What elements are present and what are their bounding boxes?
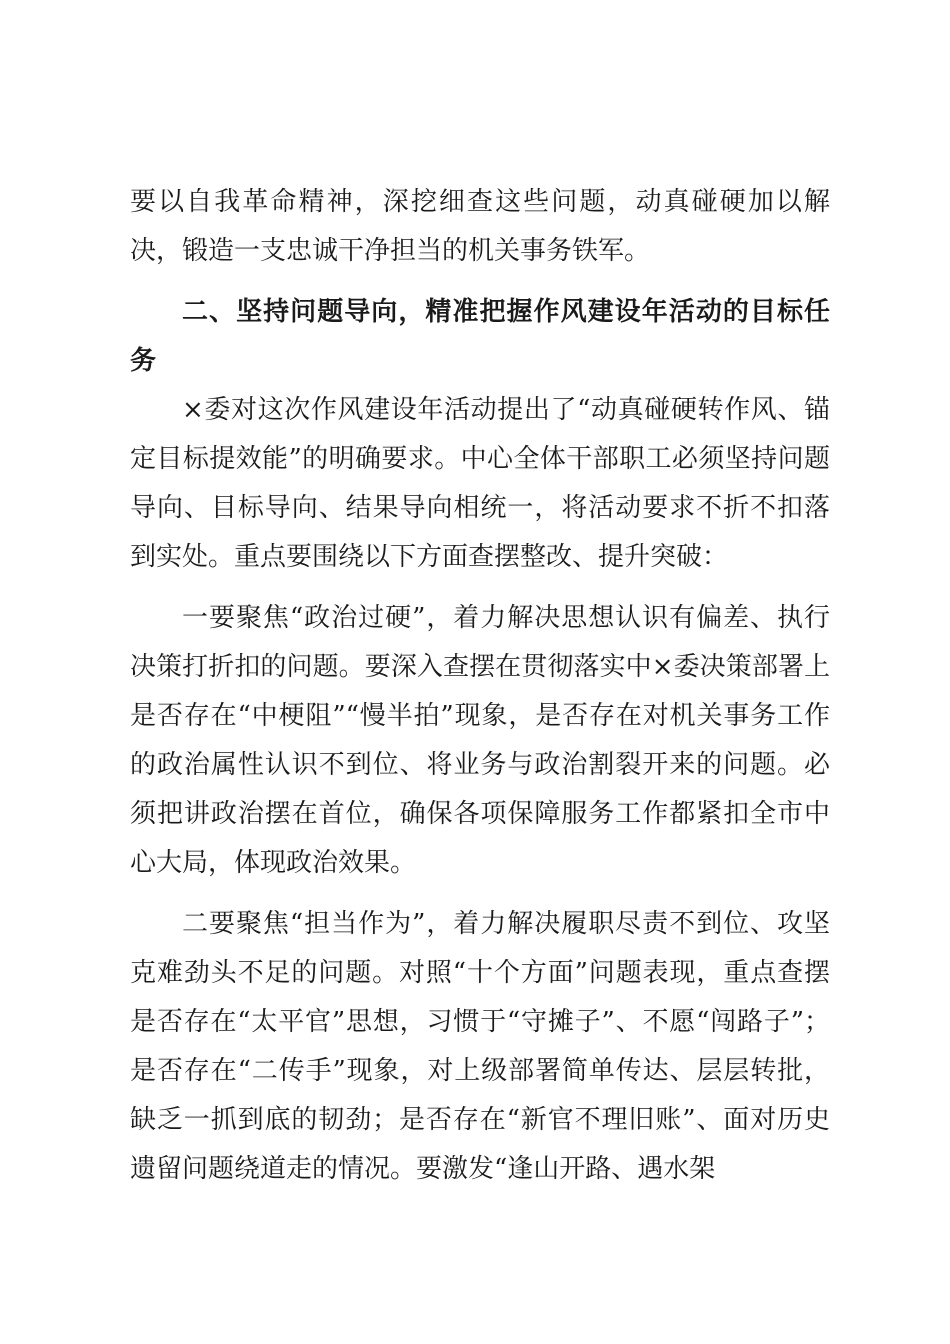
section-heading: 二、坚持问题导向，精准把握作风建设年活动的目标任务 <box>130 297 830 376</box>
document-body <box>130 178 830 1194</box>
paragraph-responsibility: 二要聚焦“担当作为”，着力解决履职尽责不到位、攻坚克难劲头不足的问题。对照“十个方面”问题表现，重点查摆是否存在“太平官”思想，习惯于“守摊子”、不愿“闯路子”；是否存在“二传手”现象，对上级部署简单传达、层层转批，缺乏一抓到底的韧劲；是否存在“新官不理旧账”、面对历史遗留问题绕道走的情况。要激发“逢山开路、遇水架 <box>130 909 830 1184</box>
paragraph-continuation: 要以自我革命精神，深挖细查这些问题，动真碰硬加以解决，锻造一支忠诚干净担当的机关事务铁军。 <box>130 187 830 266</box>
paragraph-intro: ×委对这次作风建设年活动提出了“动真碰硬转作风、锚定目标提效能”的明确要求。中心全体干部职工必须坚持问题导向、目标导向、结果导向相统一，将活动要求不折不扣落到实处。重点要围绕以下方面查摆整改、提升突破： <box>130 395 830 572</box>
paragraph-political: 一要聚焦“政治过硬”，着力解决思想认识有偏差、执行决策打折扣的问题。要深入查摆在贯彻落实中×委决策部署上是否存在“中梗阻”“慢半拍”现象，是否存在对机关事务工作的政治属性认识不到位、将业务与政治割裂开来的问题。必须把讲政治摆在首位，确保各项保障服务工作都紧扣全市中心大局，体现政治效果。 <box>130 603 830 878</box>
